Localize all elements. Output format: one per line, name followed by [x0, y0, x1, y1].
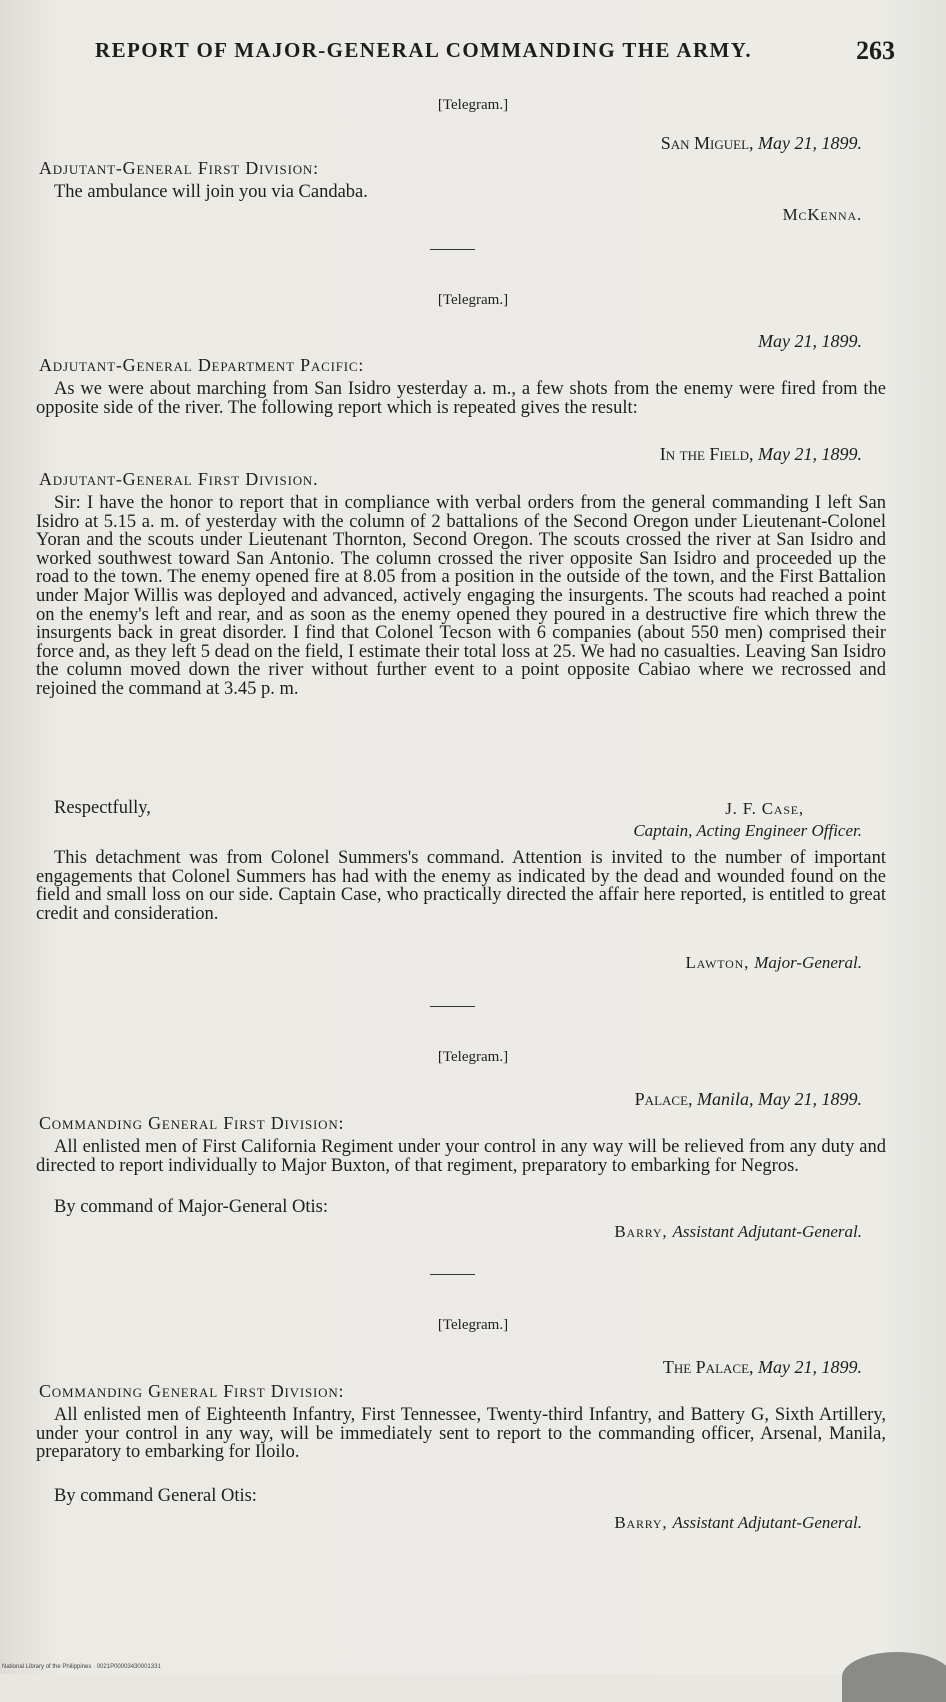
section-divider — [430, 1274, 475, 1275]
scan-artifact — [842, 1652, 946, 1702]
telegram-intro: As we were about marching from San Isidro yesterday a. m., a few shots from the enemy were fired from the opposite side of the river. The following report which is repeated gives the result: — [36, 379, 886, 418]
signer-title: Assistant Adjutant-General. — [672, 1513, 862, 1532]
telegram-body: All enlisted men of First California Regiment under your control in any way will be relieved from any duty and directed to report individually to Major Buxton, of that regiment, preparatory to embarking for Negros. — [36, 1137, 886, 1176]
page-number: 263 — [856, 36, 895, 65]
telegram-body: The ambulance will join you via Candaba. — [54, 182, 368, 202]
dateline-date: Manila, May 21, 1899. — [697, 1089, 862, 1109]
dateline-date: May 21, 1899. — [758, 1357, 862, 1377]
telegram-label: [Telegram.] — [437, 292, 509, 308]
dateline — [758, 331, 862, 352]
dateline — [661, 133, 862, 154]
report-signer-title: Captain, Acting Engineer Officer. — [633, 821, 862, 840]
section-divider — [430, 249, 475, 250]
signer-title: Assistant Adjutant-General. — [672, 1222, 862, 1241]
dateline — [635, 1089, 862, 1110]
telegram-label: [Telegram.] — [437, 97, 509, 113]
signer-title: Major-General. — [754, 953, 862, 972]
running-head-title: REPORT OF MAJOR-GENERAL COMMANDING THE ARMY. — [95, 38, 753, 62]
scan-footer: National Library of the Philippines · 0021P00003430001331 — [2, 1664, 161, 1670]
addressee: Commanding General First Division: — [39, 1381, 345, 1401]
inner-dateline-date: May 21, 1899. — [758, 444, 862, 464]
inner-dateline-place: In the Field, — [659, 444, 754, 464]
signature — [614, 1513, 862, 1533]
telegram-body: All enlisted men of Eighteenth Infantry, First Tennessee, Twenty-third Infantry, and Battery G, Sixth Artillery, under your control in any way, will be immediately sent to report to the commanding officer, Arsenal, Manila, preparatory to embarking for Iloilo. — [36, 1405, 886, 1463]
dateline-place: Palace, — [634, 1089, 693, 1109]
telegram-label: [Telegram.] — [437, 1049, 509, 1065]
inner-dateline — [660, 444, 862, 465]
comment-paragraph: This detachment was from Colonel Summers's command. Attention is invited to the number of important engagements that Colonel Summers has had with the enemy as indicated by the dead and wounded found on the field and small loss on our side. Captain Case, who practically directed the affair here reported, is entitled to great credit and consideration. — [36, 848, 886, 924]
inner-addressee: Adjutant-General First Division. — [39, 469, 319, 489]
dateline-place: San Miguel, — [660, 133, 754, 153]
signature: McKenna. — [782, 205, 862, 224]
section-divider — [430, 1006, 475, 1007]
dateline-place: The Palace, — [662, 1357, 754, 1377]
dateline-date: May 21, 1899. — [758, 331, 862, 351]
signature — [614, 1222, 862, 1242]
addressee: Adjutant-General Department Pacific: — [39, 355, 365, 375]
signature — [685, 953, 862, 973]
dateline-date: May 21, 1899. — [758, 133, 862, 153]
signer-name: Barry, — [614, 1513, 668, 1532]
addressee: Commanding General First Division: — [39, 1113, 345, 1133]
dateline — [663, 1357, 862, 1378]
addressee: Adjutant-General First Division: — [39, 158, 319, 178]
field-report: Sir: I have the honor to report that in compliance with verbal orders from the general commanding I left San Isidro at 5.15 a. m. of yesterday with the column of 2 battalions of the Second Oregon under Lieutenant-Colonel Yoran and the scouts under Lieutenant Thornton, Second Oregon. The scouts crossed the river at San Isidro and worked southwest toward San Antonio. The column crossed the river opposite San Isidro and proceeded up the road to the town. The enemy opened fire at 8.05 from a position in the outside of the town, and the First Battalion under Major Willis was deployed and advanced, actively engaging the insurgents. The scouts had reached a point on the enemy's left and rear, and as soon as the enemy opened they poured in a destructive fire which threw the insurgents back in great disorder. I find that Colonel Tecson with 6 companies (about 550 men) comprised their force and, as they left 5 dead on the field, I estimate their total loss at 25. We had no casualties. Leaving San Isidro the column moved down the river without further event to a point opposite Cabiao where we recrossed and rejoined the command at 3.45 p. m. — [36, 493, 886, 699]
telegram-label: [Telegram.] — [437, 1317, 509, 1333]
signer-name: Lawton, — [685, 953, 750, 972]
closing: Respectfully, — [54, 798, 151, 818]
by-command: By command of Major-General Otis: — [54, 1197, 328, 1217]
by-command: By command General Otis: — [54, 1486, 257, 1506]
running-head — [95, 38, 895, 63]
signer-name: Barry, — [614, 1222, 668, 1241]
report-signer-name: J. F. Case, — [725, 799, 804, 818]
